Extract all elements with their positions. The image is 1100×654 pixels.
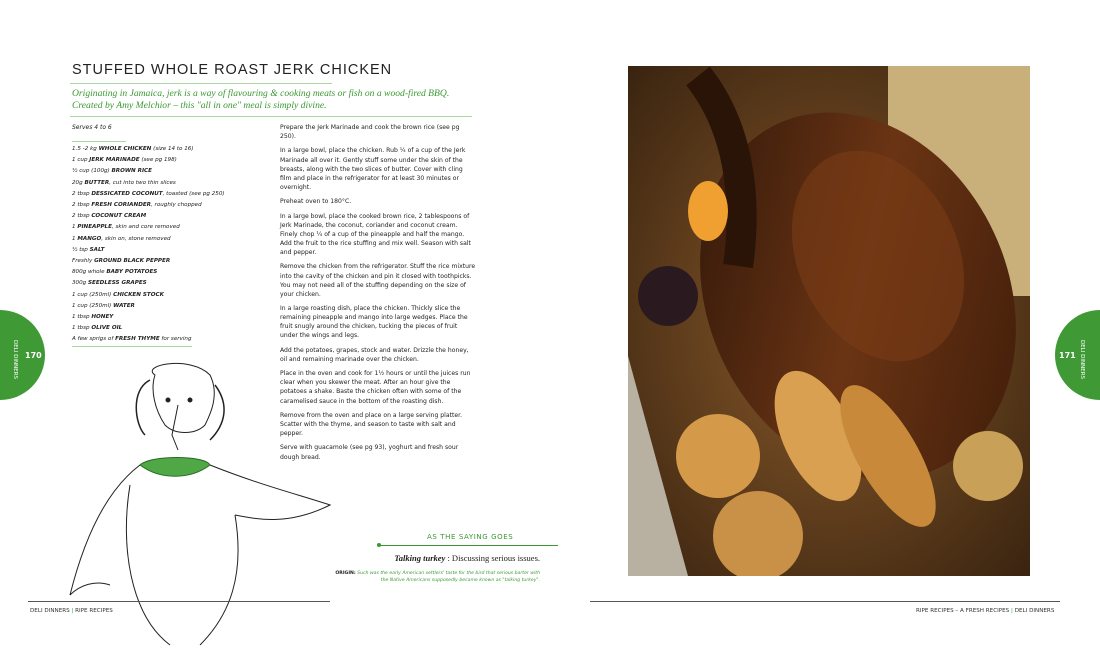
method-step: Place in the oven and cook for 1½ hours or until the juices run clear when you skewer the meat. After an hour give the potatoes a shake. Baste the chicken often with some of the caramelised sauce in the bottom of the roasting dish.	[280, 370, 471, 405]
method-step: In a large roasting dish, place the chicken. Thickly slice the remaining pineapple and mango into large wedges. Place the fruit snugly around the chicken, tucking the pieces of fruit under the wings and legs.	[280, 305, 468, 340]
saying-text	[340, 553, 540, 563]
ingredient-item	[72, 211, 282, 222]
ingredient-item	[72, 301, 282, 312]
ingredient-pre: A few sprigs of	[72, 336, 116, 343]
ingredient-name: SEEDLESS GRAPES	[88, 280, 147, 287]
saying-phrase: Talking turkey	[394, 553, 446, 563]
serves-rule	[72, 141, 126, 142]
page-tab-left	[0, 310, 45, 400]
ingredient-item	[72, 178, 282, 189]
ingredient-name: FRESH THYME	[115, 336, 160, 343]
ingredient-pre: 2 tbsp	[72, 190, 92, 197]
footer-rule-left	[28, 601, 330, 602]
ingredient-pre: 2 tbsp	[72, 202, 92, 209]
ingredient-name: WATER	[113, 302, 135, 309]
ingredient-item	[72, 267, 282, 278]
footer-book: RIPE RECIPES – A FRESH RECIPES	[916, 608, 1010, 614]
footer-book: RIPE RECIPES	[75, 608, 113, 614]
method-step: In a large bowl, place the cooked brown rice, 2 tablespoons of Jerk Marinade, the coconut, coriander and coconut cream. Finely chop ¼ of a cup of the pineapple and half the mango. Add the fruit to the rice stuffing and mix well. Season with salt and pepper.	[280, 212, 471, 257]
method-step: Prepare the Jerk Marinade and cook the brown rice (see pg 250).	[280, 124, 460, 141]
ingredient-item	[72, 312, 282, 323]
ingredient-item	[72, 144, 282, 155]
method-step: Add the potatoes, grapes, stock and water. Drizzle the honey, oil and remaining marinade over the chicken.	[280, 346, 469, 363]
ingredient-name: BABY POTATOES	[106, 269, 158, 276]
ingredient-post: for serving	[159, 336, 192, 343]
ingredient-name: MANGO	[77, 235, 102, 242]
page-number: 170	[25, 351, 42, 360]
ingredient-pre: Freshly	[72, 258, 95, 265]
serves: Serves 4 to 6	[72, 124, 112, 131]
ingredient-name: COCONUT CREAM	[91, 213, 147, 220]
ingredient-pre: ½ cup (100g)	[72, 168, 112, 175]
ingredient-item	[72, 189, 282, 200]
ingredient-item	[72, 234, 282, 245]
ingredient-name: OLIVE OIL	[91, 325, 123, 332]
footer-rule-right	[590, 601, 1060, 602]
ingredient-name: GROUND BLACK PEPPER	[94, 258, 171, 265]
origin-text: Such was the early American settlers' taste for the bird that serious barter with the Native Americans supposedly became known as "talking turkey".	[355, 571, 540, 583]
ingredient-name: BUTTER	[84, 179, 110, 186]
roast-chicken-photo	[628, 66, 1030, 576]
ingredient-pre: 2 tbsp	[72, 213, 92, 220]
footer-section: DELI DINNERS	[1014, 608, 1055, 614]
ingredient-item	[72, 155, 282, 166]
ingredient-name: CHICKEN STOCK	[113, 291, 164, 298]
ingredient-name: FRESH CORIANDER	[91, 202, 151, 209]
ingredient-name: HONEY	[91, 314, 114, 321]
ingredient-pre: 1 cup (250ml)	[72, 291, 114, 298]
ingredient-name: SALT	[89, 246, 105, 253]
title-rule	[70, 83, 332, 84]
ingredients-rule	[72, 346, 192, 347]
ingredient-pre: 1	[72, 235, 78, 242]
method-step: In a large bowl, place the chicken. Rub ¼ of a cup of the Jerk Marinade all over it. Gently stuff some under the skin of the breasts, along with the two slices of butter. Cover with cling film and place in the refrigerator for at least 30 minutes or overnight.	[280, 147, 466, 191]
ingredient-item	[72, 290, 282, 301]
footer-left	[30, 608, 113, 614]
ingredient-pre: 300g	[72, 280, 89, 287]
page-number: 171	[1059, 351, 1076, 360]
ingredient-name: JERK MARINADE	[89, 157, 140, 164]
tab-section: DELI DINNERS	[1079, 340, 1085, 380]
saying-origin	[330, 570, 540, 584]
ingredient-post: , skin and core removed	[111, 224, 180, 231]
ingredient-pre: 20g	[72, 179, 85, 186]
method-step: Remove the chicken from the refrigerator. Stuff the rice mixture into the cavity of the chicken and pin it closed with toothpicks. You may not need all of the stuffing depending on the size of your chicken.	[280, 263, 476, 298]
ingredient-post: , cut into two thin slices	[109, 179, 176, 186]
recipe-intro: Originating in Jamaica, jerk is a way of flavouring & cooking meats or fish on a wood-fired BBQ. Created by Amy Melchior – this "all in one" meal is simply divine.	[72, 88, 450, 111]
ingredient-post: (size 14 to 16)	[151, 146, 194, 152]
ingredient-post: , skin on, stone removed	[101, 235, 171, 242]
ingredient-post: , roughly chopped	[150, 202, 202, 209]
ingredient-item	[72, 222, 282, 233]
footer-separator: |	[69, 608, 76, 614]
ingredient-pre: 1 tbsp	[72, 325, 92, 332]
ingredient-item	[72, 200, 282, 211]
tab-section: DELI DINNERS	[12, 340, 18, 380]
ingredient-pre: 1 tbsp	[72, 314, 92, 321]
method-step: Serve with guacamole (see pg 93), yoghurt and fresh sour dough bread.	[280, 444, 459, 461]
ingredient-name: PINEAPPLE	[77, 224, 112, 231]
ingredient-item	[72, 256, 282, 267]
ingredient-pre: ½ tsp	[72, 246, 90, 253]
ingredient-name: WHOLE CHICKEN	[98, 146, 152, 152]
ingredient-pre: 1 cup	[72, 157, 90, 164]
footer-section: DELI DINNERS	[30, 608, 70, 614]
ingredient-pre: 800g whole	[72, 269, 107, 276]
ingredient-pre: 1 cup (250ml)	[72, 302, 114, 309]
ingredient-name: BROWN RICE	[111, 168, 152, 175]
footer-right	[916, 608, 1054, 614]
ingredient-post: , toasted (see pg 250)	[162, 190, 225, 197]
ingredient-item	[72, 245, 282, 256]
intro-rule	[70, 116, 472, 117]
saying-rule	[378, 545, 558, 546]
saying-heading: AS THE SAYING GOES	[427, 533, 514, 541]
footer-separator: |	[1009, 608, 1015, 614]
ingredients-list	[72, 144, 282, 346]
ingredient-item	[72, 323, 282, 334]
method-step: Remove from the oven and place on a large serving platter. Scatter with the thyme, and season to taste with salt and pepper.	[280, 411, 463, 438]
ingredient-pre: 1	[72, 224, 78, 231]
ingredient-pre: 1.5 -2 kg	[72, 146, 99, 152]
ingredient-item	[72, 278, 282, 289]
ingredient-post: (see pg 198)	[139, 157, 177, 164]
origin-label: ORIGIN:	[335, 571, 356, 576]
ingredient-item	[72, 166, 282, 177]
method-step: Preheat oven to 180°C.	[280, 198, 352, 206]
saying-meaning: : Discussing serious issues.	[445, 553, 540, 563]
ingredient-item	[72, 334, 282, 345]
recipe-title: STUFFED WHOLE ROAST JERK CHICKEN	[72, 62, 393, 78]
page-tab-right	[1055, 310, 1100, 400]
ingredient-name: DESSICATED COCONUT	[91, 190, 163, 197]
